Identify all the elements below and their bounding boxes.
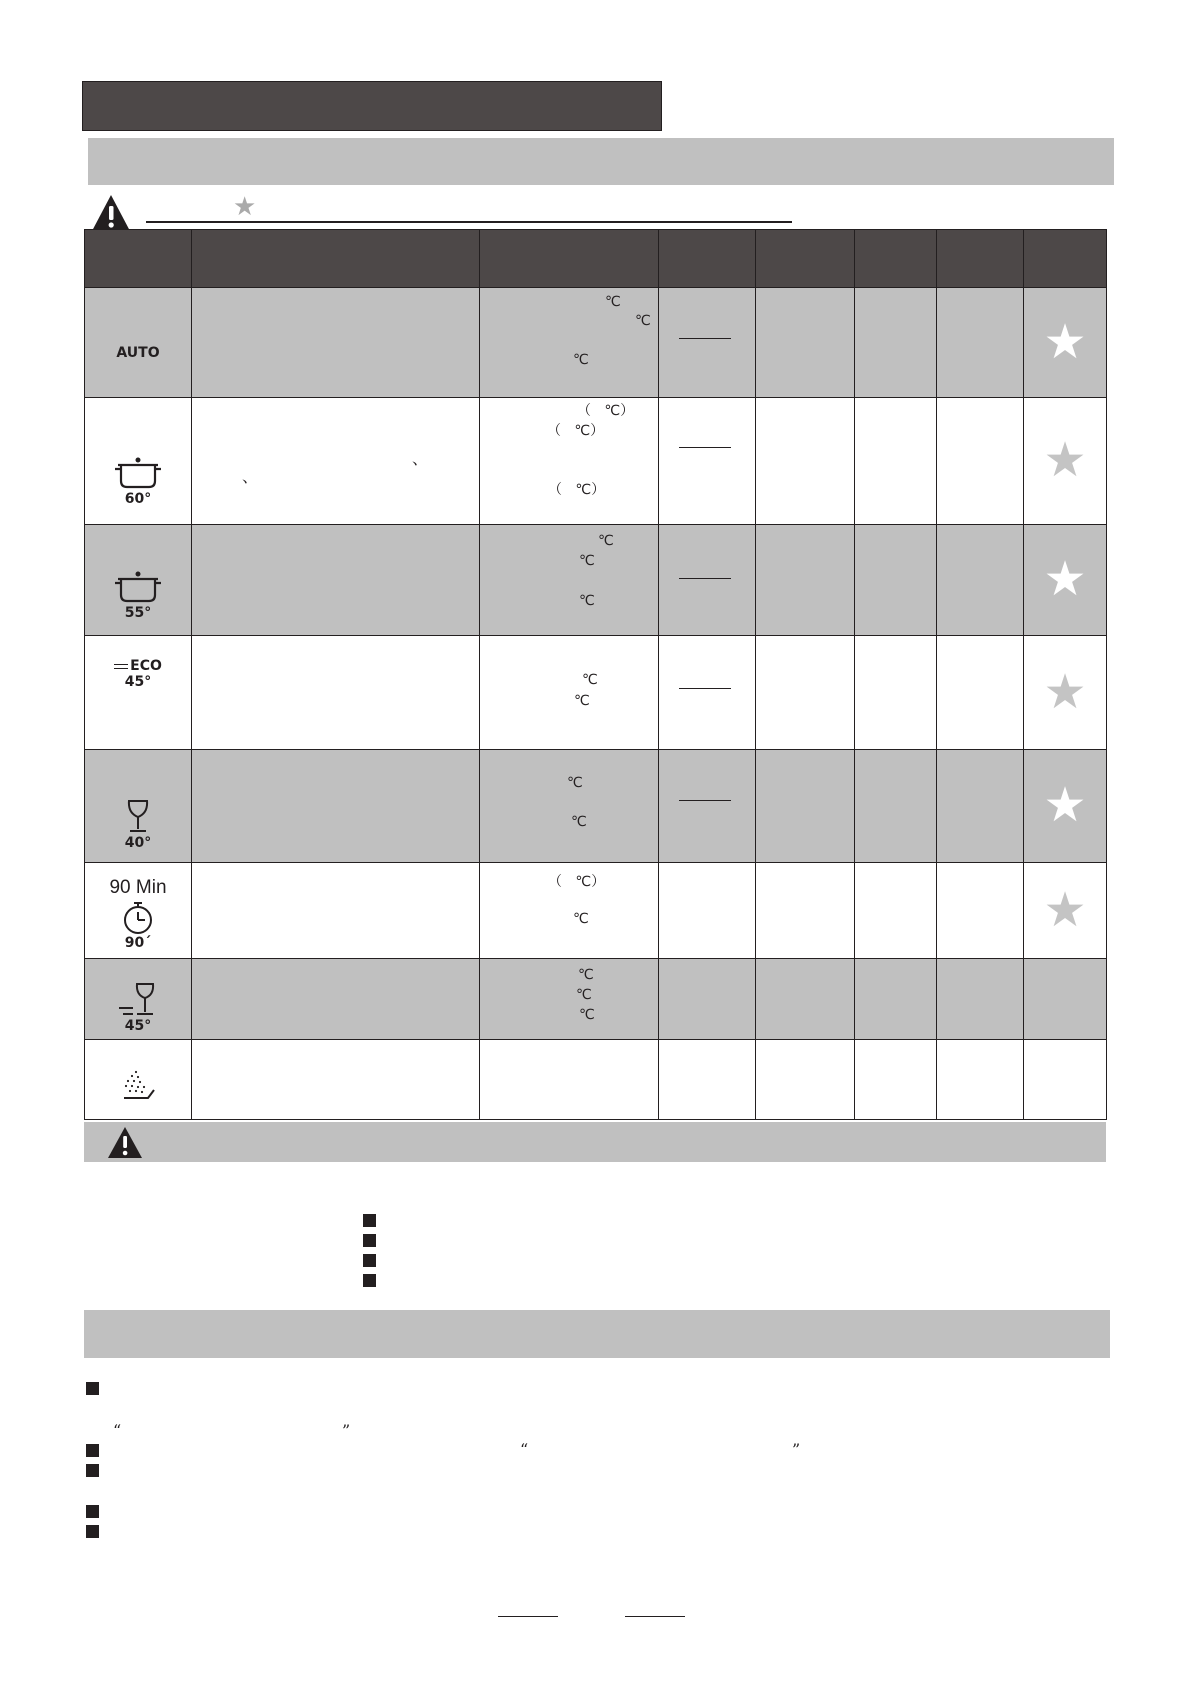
temperature-cell: ℃ ℃ bbox=[480, 636, 659, 750]
bullet-icon bbox=[363, 1214, 376, 1227]
section-subtitle-band bbox=[88, 138, 1114, 185]
value-cell bbox=[937, 636, 1024, 750]
program-description-cell bbox=[192, 636, 480, 750]
timer-icon bbox=[121, 901, 155, 935]
auto-icon: AUTO bbox=[116, 344, 160, 361]
value-cell bbox=[659, 1040, 756, 1120]
value-cell bbox=[855, 525, 937, 636]
bullet-icon bbox=[86, 1525, 99, 1538]
value-cell bbox=[855, 288, 937, 398]
value-cell bbox=[937, 525, 1024, 636]
program-description-cell bbox=[192, 959, 480, 1040]
table-row bbox=[85, 750, 1107, 863]
value-cell bbox=[756, 863, 855, 959]
section-title-bar bbox=[82, 81, 662, 131]
star-icon: ★ bbox=[1024, 525, 1107, 636]
program-icon-cell bbox=[85, 1040, 192, 1120]
program-icon-cell: ECO 45° bbox=[85, 636, 192, 750]
value-cell bbox=[659, 750, 756, 863]
program-icon-cell: 40° bbox=[85, 750, 192, 863]
header-cell bbox=[659, 230, 756, 288]
temperature-cell: ℃ ℃ ℃ bbox=[480, 525, 659, 636]
bullet-icon bbox=[86, 1505, 99, 1518]
value-cell bbox=[937, 288, 1024, 398]
dash-line bbox=[679, 688, 731, 689]
value-cell bbox=[756, 959, 855, 1040]
legend-star-icon: ★ bbox=[233, 191, 257, 221]
value-cell bbox=[756, 750, 855, 863]
header-cell bbox=[480, 230, 659, 288]
program-description-cell bbox=[192, 750, 480, 863]
value-cell bbox=[659, 398, 756, 525]
value-cell bbox=[937, 398, 1024, 525]
program-description-cell bbox=[192, 525, 480, 636]
header-cell bbox=[937, 230, 1024, 288]
value-cell bbox=[1024, 1040, 1107, 1120]
value-cell bbox=[756, 636, 855, 750]
legend-underline bbox=[146, 221, 792, 223]
program-description-cell bbox=[192, 863, 480, 959]
header-cell bbox=[1024, 230, 1107, 288]
table-row bbox=[85, 525, 1107, 636]
bullet-icon bbox=[363, 1234, 376, 1247]
value-cell bbox=[855, 750, 937, 863]
warning-icon bbox=[106, 1125, 144, 1160]
temperature-cell: （ ℃） （ ℃） （ ℃） bbox=[480, 398, 659, 525]
temperature-cell: （ ℃） ℃ bbox=[480, 863, 659, 959]
value-cell bbox=[937, 750, 1024, 863]
eco-icon: ECO bbox=[85, 658, 191, 674]
program-icon-cell: 55° bbox=[85, 525, 192, 636]
table-row bbox=[85, 863, 1107, 959]
table-header-row bbox=[85, 230, 1107, 288]
table-row bbox=[85, 288, 1107, 398]
dash-line bbox=[679, 800, 731, 801]
table-row bbox=[85, 398, 1107, 525]
temperature-cell: ℃ ℃ ℃ bbox=[480, 288, 659, 398]
temperature-cell: ℃ ℃ ℃ bbox=[480, 959, 659, 1040]
table-row bbox=[85, 636, 1107, 750]
value-cell bbox=[659, 288, 756, 398]
program-table bbox=[84, 229, 1107, 1120]
program-icon-cell: 45° bbox=[85, 959, 192, 1040]
star-icon: ★ bbox=[1024, 863, 1107, 959]
table-row bbox=[85, 959, 1107, 1040]
dash-line bbox=[679, 578, 731, 579]
temperature-cell: ℃ ℃ bbox=[480, 750, 659, 863]
value-cell bbox=[659, 525, 756, 636]
value-cell bbox=[756, 525, 855, 636]
value-cell bbox=[937, 1040, 1024, 1120]
header-cell bbox=[855, 230, 937, 288]
section-band bbox=[84, 1310, 1110, 1358]
star-icon: ★ bbox=[1024, 398, 1107, 525]
value-cell bbox=[855, 636, 937, 750]
value-cell bbox=[937, 959, 1024, 1040]
value-cell bbox=[937, 863, 1024, 959]
header-cell bbox=[192, 230, 480, 288]
value-cell bbox=[659, 959, 756, 1040]
value-cell bbox=[855, 398, 937, 525]
program-duration-label: 90 Min bbox=[109, 877, 167, 898]
note-band bbox=[84, 1122, 1106, 1162]
bullet-icon bbox=[86, 1444, 99, 1457]
star-icon: ★ bbox=[1024, 636, 1107, 750]
glass-icon bbox=[125, 799, 151, 835]
value-cell bbox=[756, 398, 855, 525]
program-description-cell: 、 、 bbox=[192, 398, 480, 525]
rinse-spray-icon bbox=[118, 1068, 158, 1102]
bullet-icon bbox=[363, 1254, 376, 1267]
value-cell bbox=[855, 1040, 937, 1120]
value-cell bbox=[756, 1040, 855, 1120]
warning-icon bbox=[90, 193, 132, 233]
pot-icon bbox=[114, 569, 162, 605]
program-icon-cell: 90 Min 90´ bbox=[85, 863, 192, 959]
bullet-icon bbox=[86, 1464, 99, 1477]
program-description-cell bbox=[192, 1040, 480, 1120]
value-cell bbox=[855, 863, 937, 959]
program-icon-cell bbox=[85, 288, 192, 398]
program-description-cell bbox=[192, 288, 480, 398]
footer-underline bbox=[625, 1616, 685, 1617]
dash-line bbox=[679, 447, 731, 448]
value-cell bbox=[855, 959, 937, 1040]
program-icon-cell: 60° bbox=[85, 398, 192, 525]
header-cell bbox=[756, 230, 855, 288]
star-icon: ★ bbox=[1024, 288, 1107, 398]
rinse-glass-icon bbox=[117, 982, 159, 1018]
table-row bbox=[85, 1040, 1107, 1120]
bullet-icon bbox=[363, 1274, 376, 1287]
star-icon: ★ bbox=[1024, 750, 1107, 863]
value-cell bbox=[1024, 959, 1107, 1040]
value-cell bbox=[659, 863, 756, 959]
bullet-icon bbox=[86, 1382, 99, 1395]
value-cell bbox=[659, 636, 756, 750]
header-cell bbox=[85, 230, 192, 288]
pot-icon bbox=[114, 455, 162, 491]
dash-line bbox=[679, 338, 731, 339]
temperature-cell bbox=[480, 1040, 659, 1120]
value-cell bbox=[756, 288, 855, 398]
footer-underline bbox=[498, 1616, 558, 1617]
